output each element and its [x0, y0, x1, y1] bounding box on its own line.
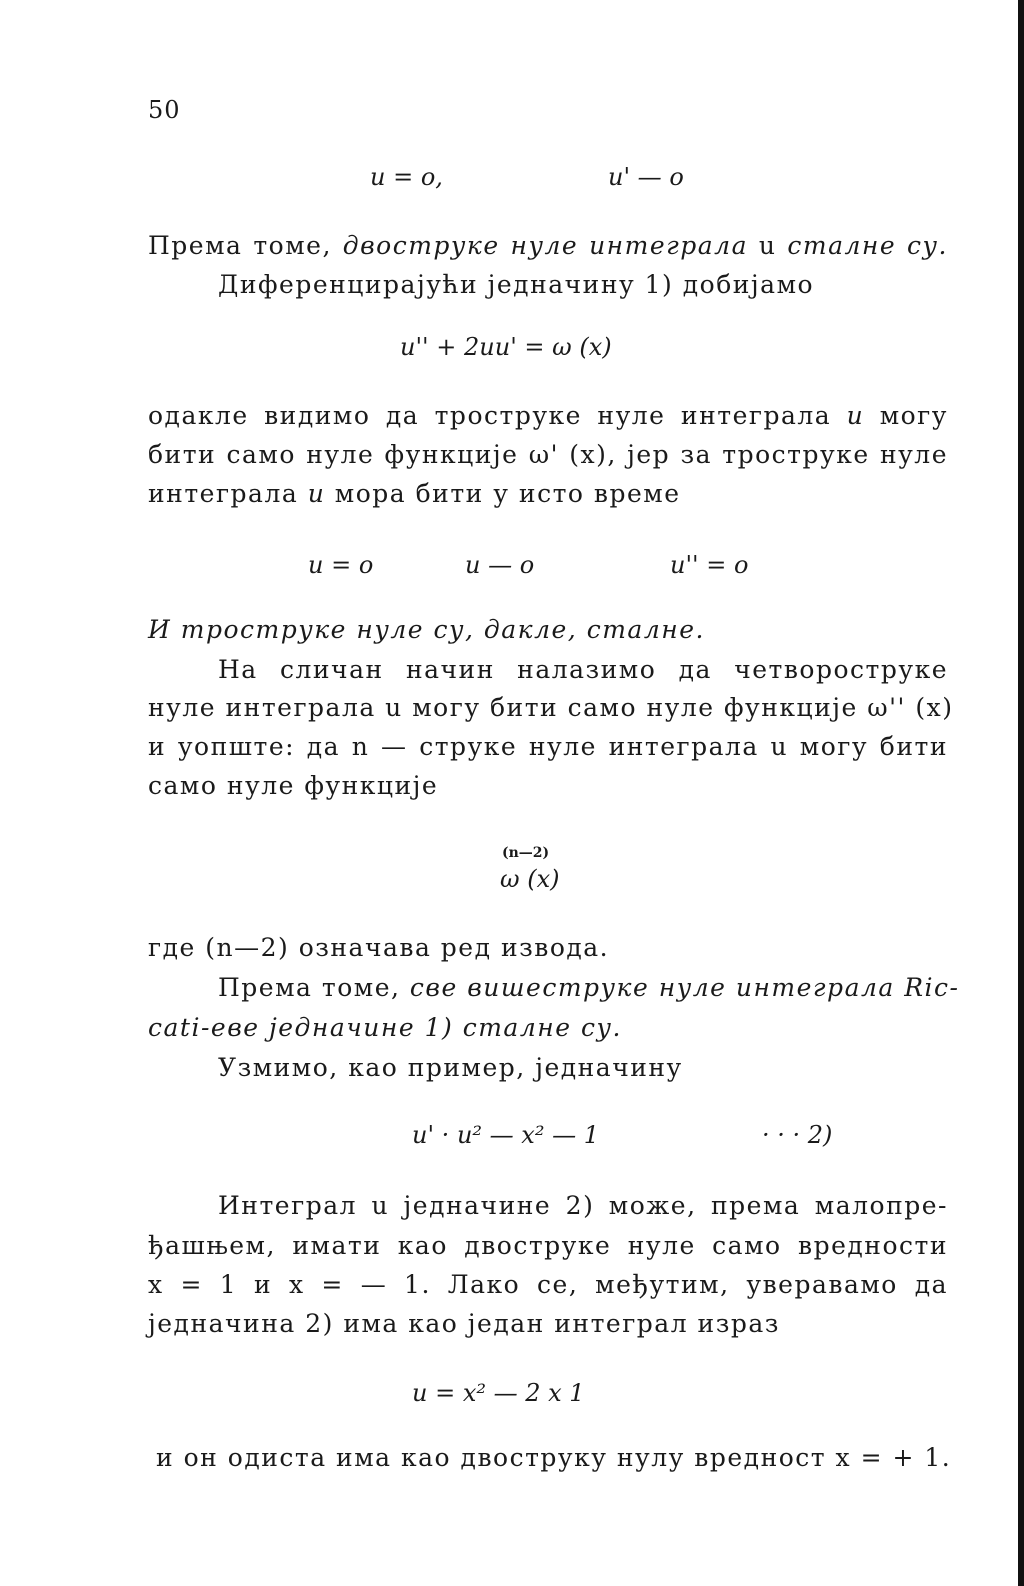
formula-5-number: · · · 2) [762, 1121, 833, 1149]
italic-segment: све вишеструке нуле интеграла Ric- [409, 973, 960, 1002]
paragraph-7: и он одиста има као двоструку нулу вредност x = + 1. [156, 1443, 952, 1472]
page-edge-shadow [1018, 0, 1024, 1586]
paragraph-4-line-4: само нуле функције [148, 771, 439, 800]
formula-3-part-a: u = o [308, 551, 374, 579]
text-segment: мора бити у исто време [325, 479, 681, 508]
text-segment: Према тoме, [148, 231, 343, 260]
formula-2: u'' + 2uu' = ω (x) [400, 333, 612, 361]
formula-4-order: (n—2) [502, 845, 550, 861]
formula-5 [412, 1118, 892, 1152]
formula-4 [500, 836, 700, 896]
formula-4-main: ω (x) [500, 865, 560, 893]
formula-5-main: u' · u² — x² — 1 [412, 1121, 599, 1149]
paragraph-5-line-3: cati-eве једначине 1) сталне су. [148, 1013, 622, 1042]
paragraph-5-line-4: Узмимо, као пример, једначину [218, 1053, 683, 1082]
italic-segment: u [307, 479, 326, 508]
formula-1 [370, 160, 770, 194]
formula-1-right: u' — o [608, 163, 684, 191]
page-number: 50 [148, 96, 181, 124]
text-segment: интеграла [148, 479, 308, 508]
text-segment: одакле видимо да троструке нуле интеграла [148, 401, 832, 430]
paragraph-6-line-1: Интеграл u једначине 2) може, према малопре- [218, 1191, 948, 1220]
paragraph-5-line-1: где (n—2) означава ред извода. [148, 933, 610, 962]
paragraph-2-line-3 [148, 476, 948, 512]
text-segment: могу [879, 401, 948, 430]
paragraph-2-line-1 [148, 398, 948, 434]
formula-3-part-c: u'' = o [670, 551, 749, 579]
paragraph-5-line-2 [148, 970, 960, 1006]
paragraph-4-line-3: и уопште: да n — струке нуле интеграла u могу бити [148, 732, 948, 761]
text-segment: Према томе, [218, 973, 410, 1002]
paragraph-1-line-1 [148, 228, 948, 264]
paragraph-6-line-3: x = 1 и x = — 1. Лако се, међутим, уверавамо да [148, 1270, 948, 1299]
paragraph-4-line-1: На сличан начин налазимо да четворостpуке [218, 655, 948, 684]
paragraph-6-line-4: једначина 2) има као један интеграл израз [148, 1309, 780, 1338]
italic-segment: двоструке нуле интеграла [342, 231, 749, 260]
formula-6: u = x² — 2 x 1 [412, 1379, 585, 1407]
italic-segment: сталне су. [787, 231, 948, 260]
paragraph-4-line-2: нуле интеграла u могу бити само нуле функције ω'' (x) [148, 693, 954, 722]
paragraph-6-line-2: ђашњем, имати као двоструке нуле само вредности [148, 1231, 948, 1260]
formula-1-left: u = o, [370, 163, 443, 191]
italic-segment: u [831, 401, 880, 430]
text-segment: u [748, 231, 788, 260]
formula-3 [308, 548, 808, 582]
paragraph-3: И троструке нуле су, дакле, сталне. [148, 615, 705, 644]
paragraph-2-line-2: бити само нуле функције ω' (x), јер за троструке нуле [148, 440, 948, 469]
paragraph-1-line-2: Диференцирајући једначину 1) добијамо [218, 270, 815, 299]
formula-3-part-b: u — o [465, 551, 535, 579]
